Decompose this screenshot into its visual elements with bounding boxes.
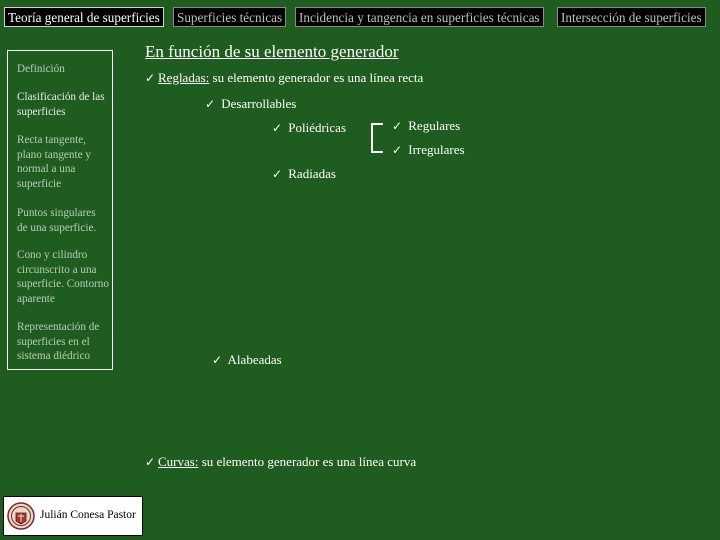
sidebar-menu bbox=[7, 50, 113, 370]
curvas-label[interactable]: Curvas: bbox=[158, 454, 199, 469]
sidebar-item-recta-tangente[interactable]: Recta tangente, plano tangente y normal a una superficie bbox=[17, 134, 91, 190]
regladas-text: su elemento generador es una línea recta bbox=[209, 70, 424, 85]
curvas-text: su elemento generador es una línea curva bbox=[198, 454, 417, 469]
poliedricas-label: Poliédricas bbox=[288, 120, 347, 135]
tab-incidencia-tangencia[interactable]: Incidencia y tangencia en superficies técnicas bbox=[295, 7, 544, 27]
check-icon: ✓ bbox=[145, 71, 156, 85]
item-desarrollables bbox=[205, 96, 296, 112]
bracket-divider bbox=[371, 123, 383, 153]
tab-teoria-general[interactable]: Teoría general de superficies bbox=[4, 7, 164, 27]
item-curvas bbox=[145, 454, 416, 470]
desarrollables-label: Desarrollables bbox=[221, 96, 297, 111]
check-icon: ✓ bbox=[205, 97, 216, 111]
check-icon: ✓ bbox=[145, 455, 156, 469]
regladas-label[interactable]: Regladas: bbox=[158, 70, 210, 85]
item-regulares bbox=[392, 118, 460, 134]
sidebar-item-representacion[interactable]: Representación de superficies en el sistema diédrico bbox=[17, 321, 100, 362]
item-radiadas bbox=[272, 166, 336, 182]
section-heading: En función de su elemento generador bbox=[145, 42, 399, 61]
alabeadas-label: Alabeadas bbox=[227, 352, 282, 367]
author-badge bbox=[3, 496, 143, 536]
check-icon: ✓ bbox=[392, 119, 403, 133]
item-alabeadas bbox=[212, 352, 282, 368]
irregulares-label: Irregulares bbox=[408, 142, 465, 157]
radiadas-label: Radiadas bbox=[288, 166, 336, 181]
check-icon: ✓ bbox=[392, 143, 403, 157]
sidebar-item-clasificacion[interactable]: Clasificación de las superficies bbox=[17, 91, 105, 118]
tab-superficies-tecnicas[interactable]: Superficies técnicas bbox=[173, 7, 286, 27]
author-name: Julián Conesa Pastor bbox=[40, 509, 136, 521]
sidebar-item-definicion[interactable]: Definición bbox=[17, 63, 65, 75]
sidebar-item-cono-cilindro[interactable]: Cono y cilindro circunscrito a una superficie. Contorno aparente bbox=[17, 249, 109, 305]
regulares-label: Regulares bbox=[408, 118, 461, 133]
top-navigation-bar bbox=[0, 0, 720, 34]
check-icon: ✓ bbox=[272, 121, 283, 135]
check-icon: ✓ bbox=[212, 353, 223, 367]
check-icon: ✓ bbox=[272, 167, 283, 181]
university-seal-icon bbox=[7, 502, 35, 530]
tab-interseccion[interactable]: Intersección de superficies bbox=[557, 7, 706, 27]
item-poliedricas bbox=[272, 120, 346, 136]
sidebar-item-puntos-singulares[interactable]: Puntos singulares de una superficie. bbox=[17, 207, 97, 234]
item-irregulares bbox=[392, 142, 465, 158]
item-regladas bbox=[145, 70, 423, 86]
